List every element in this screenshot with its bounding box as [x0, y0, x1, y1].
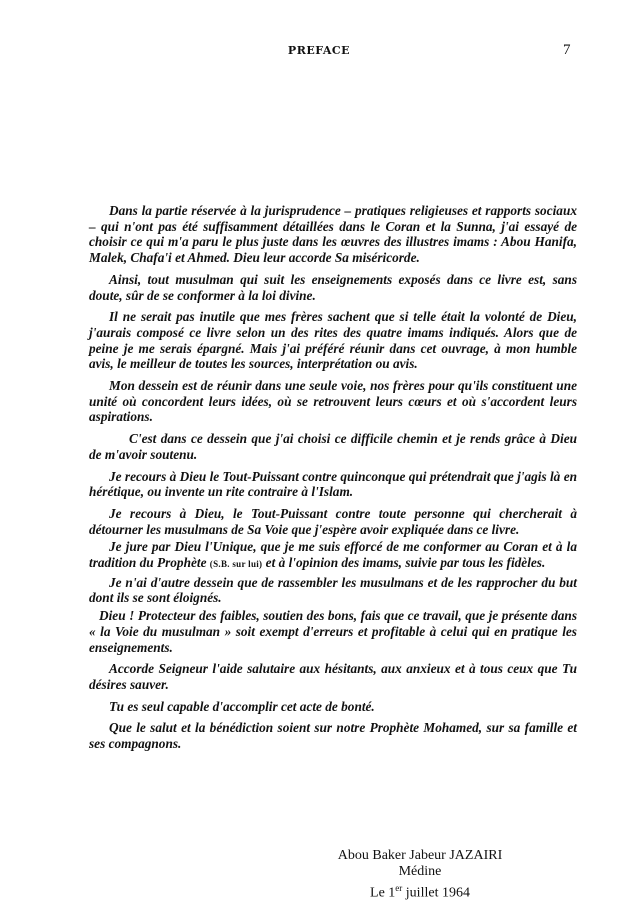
paragraph-text: Accorde Seigneur l'aide salutaire aux hésitants, aux anxieux et à tous ceux que Tu désires sauver.: [89, 661, 577, 692]
paragraph-text: Mon dessein est de réunir dans une seule voie, nos frères pour qu'ils constituent une unité où concordent leurs idées, où se retrouvent leurs cœurs et où s'accordent leurs aspirations.: [89, 378, 577, 425]
date-prefix: Le 1: [370, 885, 396, 901]
paragraph-text: Je n'ai d'autre dessein que de rassembler les musulmans et de les rapprocher du but dont ils se sont éloignés.: [89, 574, 577, 606]
chapter-title: PREFACE: [287, 44, 351, 57]
signature-date: [300, 880, 540, 902]
paragraph-gather: [89, 575, 577, 606]
paragraph-text: Tu es seul capable d'accomplir cet acte de bonté.: [109, 698, 375, 714]
date-suffix: juillet 1964: [402, 885, 470, 901]
paragraph-text: Je recours à Dieu le Tout-Puissant contre quinconque qui prétendrait que j'agis là en hérétique, ou invente un rite contraire à l'Islam.: [89, 468, 577, 500]
paragraph-text: Dans la partie réservée à la jurisprudence – pratiques religieuses et rapports sociaux – qui n'ont pas été suffisamment détaillées dans le Coran et la Sunna, j'ai essayé de choisir ce qui m'a paru le plus juste dans les œuvres des illustres imams : Abou Hanifa, Malek, Chafa'i et Ahmed. Dieu leur accorde Sa miséricorde.: [89, 203, 577, 266]
paragraph-text: C'est dans ce dessein que j'ai choisi ce difficile chemin et je rends grâce à Dieu de m'avoir soutenu.: [89, 431, 577, 462]
author-name: Abou Baker Jabeur JAZAIRI: [337, 848, 503, 863]
signature-place: Médine: [398, 864, 442, 879]
paragraph-unity: [89, 378, 577, 425]
paragraph-difficult-path: [89, 431, 577, 462]
paragraph-text: Il ne serait pas inutile que mes frères sachent que si telle était la volonté de Dieu, j'aurais composé ce livre selon un des rites des quatre imams indiqués. Alors que de peine je me serais épargné. Mais j'ai préféré réunir dans cet ouvrage, à mon humble avis, le meilleur de toutes les sources, interprétation ou avis.: [89, 309, 577, 372]
page-number: 7: [563, 42, 571, 58]
paragraph-heretic: [89, 469, 577, 500]
paragraph-text: Je jure par Dieu l'Unique, que je me suis efforcé de me conformer au Coran et à la tradition du Prophète: [89, 539, 577, 571]
paragraph-blessing: [89, 720, 577, 751]
paragraph-text: Dieu ! Protecteur des faibles, soutien des bons, fais que ce travail, que je présente dans « la Voie du musulman » soit exempt d'erreurs et profitable à celui qui en pratique les enseignements.: [89, 608, 577, 655]
running-header: [0, 42, 638, 62]
paragraph-goodness: [89, 699, 577, 715]
date-ordinal: er: [395, 883, 403, 893]
paragraph-grant: [89, 661, 577, 692]
paragraph-prayer: [89, 608, 577, 655]
preface-body: [89, 203, 577, 758]
paragraph-oath: [89, 539, 577, 572]
paragraph-text-continued: et à l'opinion des imams, suivie par tous les fidèles.: [262, 555, 546, 571]
paragraph-divine-law: [89, 272, 577, 303]
paragraph-text: Je recours à Dieu, le Tout-Puissant contre toute personne qui chercherait à détourner les musulmans de Sa Voie que j'espère avoir expliquée dans ce livre.: [89, 505, 577, 537]
paragraph-text: Ainsi, tout musulman qui suit les enseignements exposés dans ce livre est, sans doute, sûr de se conformer à la loi divine.: [89, 271, 577, 303]
paragraph-detour: [89, 506, 577, 537]
honorific-abbreviation: (S.B. sur lui): [209, 559, 263, 570]
signature-block: [300, 848, 540, 902]
paragraph-four-imams: [89, 309, 577, 372]
paragraph-text: Que le salut et la bénédiction soient sur notre Prophète Mohamed, sur sa famille et ses compagnons.: [89, 720, 577, 752]
paragraph-jurisprudence: [89, 203, 577, 266]
